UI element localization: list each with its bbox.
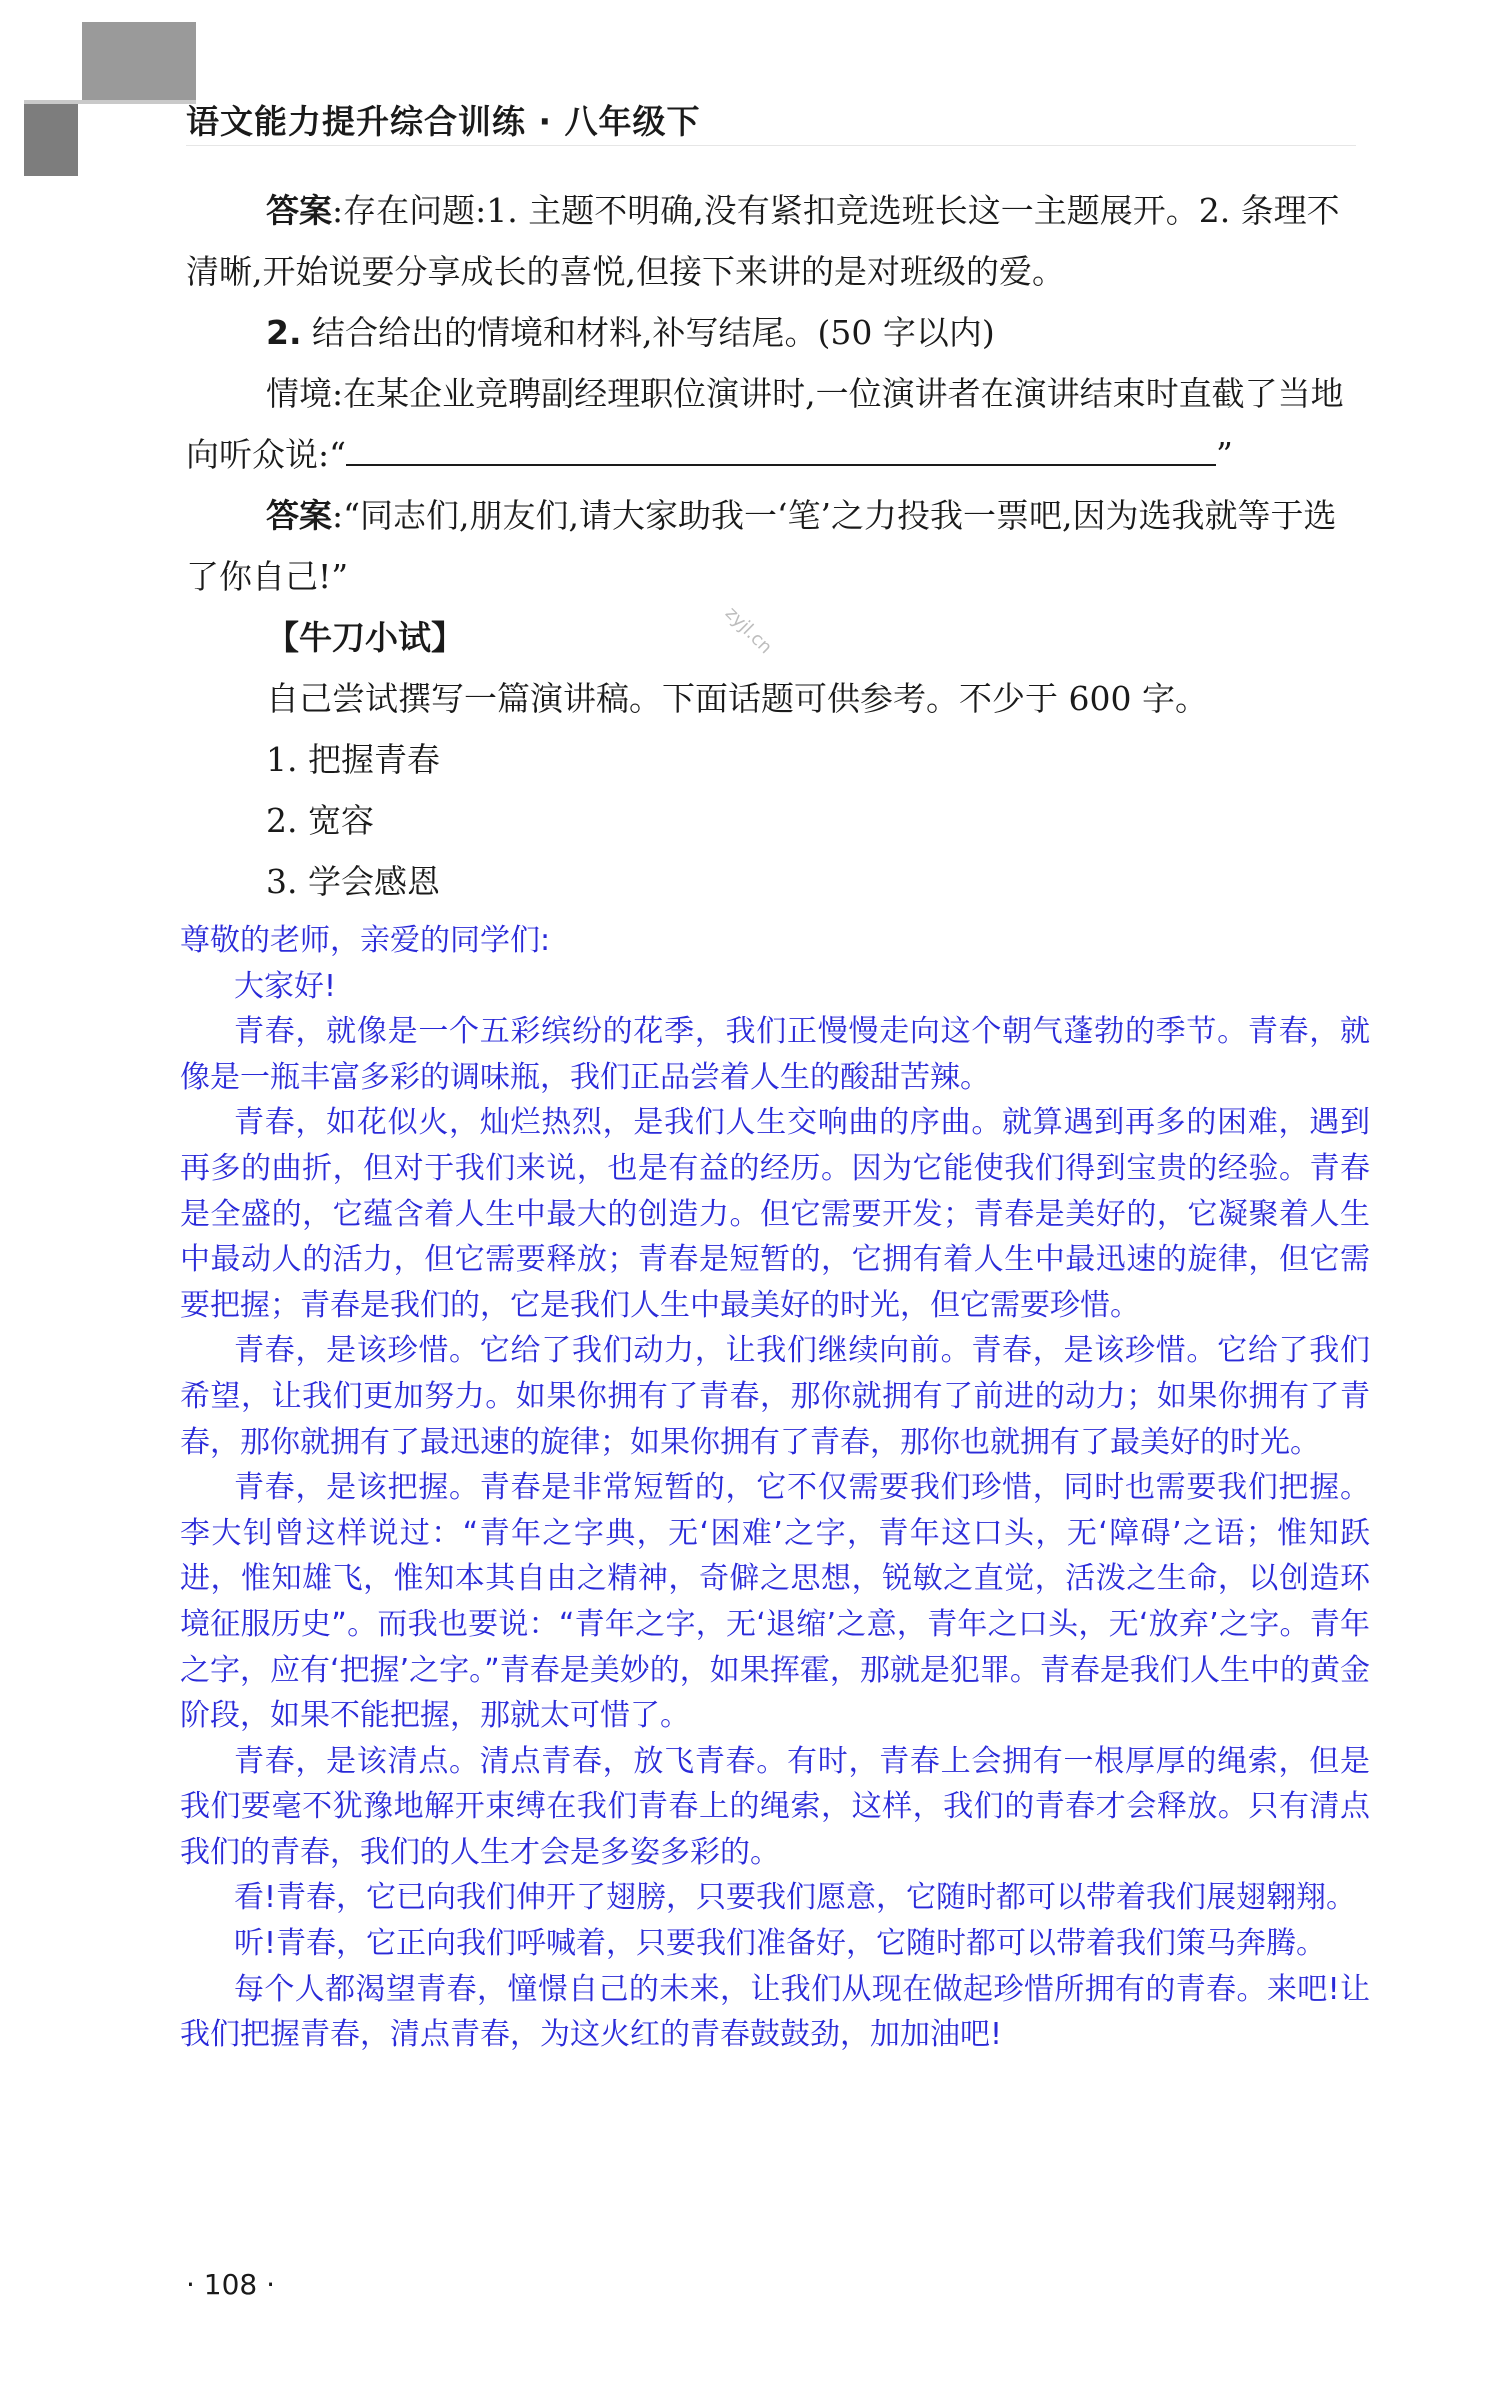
handwritten-answer-section <box>180 918 1370 2058</box>
question-2 <box>186 302 1366 363</box>
topic-item: 2. 宽容 <box>266 801 374 840</box>
watermark: zyjl.cn <box>720 602 777 659</box>
answer-label: 答案 <box>266 496 332 535</box>
answer-paragraph: 看!青春，它已向我们伸开了翅膀，只要我们愿意，它随时都可以带着我们展翅翱翔。 <box>234 1880 1357 1916</box>
page-number: · 108 · <box>186 2268 276 2301</box>
question-text: 结合给出的情境和材料,补写结尾。(50 字以内) <box>312 313 995 352</box>
salutation: 尊敬的老师，亲爱的同学们: <box>180 923 551 958</box>
answer-paragraph: 听!青春，它正向我们呼喊着，只要我们准备好，它随时都可以带着我们策马奔腾。 <box>234 1926 1327 1962</box>
answer-paragraph: 青春，就像是一个五彩缤纷的花季，我们正慢慢走向这个朝气蓬勃的季节。青春，就像是一瓶丰富多彩的调味瓶，我们正品尝着人生的酸甜苦辣。 <box>180 1014 1370 1095</box>
printed-exercise-section <box>186 180 1366 912</box>
corner-decoration-block <box>82 22 196 100</box>
header-divider <box>186 145 1356 146</box>
context-close-quote: ” <box>1216 435 1233 474</box>
fill-in-blank-line <box>346 436 1216 466</box>
answer-paragraph: 青春，是该清点。清点青春，放飞青春。有时，青春上会拥有一根厚厚的绳索，但是我们要毫不犹豫地解开束缚在我们青春上的绳索，这样，我们的青春才会释放。只有清点我们的青春，我们的人生才会是多姿多彩的。 <box>180 1743 1370 1870</box>
answer-1 <box>186 180 1366 302</box>
topic-item: 1. 把握青春 <box>266 740 440 779</box>
context-text: 情境:在某企业竞聘副经理职位演讲时,一位演讲者在演讲结束时直截了当地向听众说:“ <box>186 374 1344 474</box>
corner-decoration-block <box>24 100 78 176</box>
answer-paragraph: 青春，如花似火，灿烂热烈，是我们人生交响曲的序曲。就算遇到再多的困难，遇到再多的曲折，但对于我们来说，也是有益的经历。因为它能使我们得到宝贵的经验。青春是全盛的，它蕴含着人生中最大的创造力。但它需要开发；青春是美好的，它凝聚着人生中最动人的活力，但它需要释放；青春是短暂的，它拥有着人生中最迅速的旋律，但它需要把握；青春是我们的，它是我们人生中最美好的时光，但它需要珍惜。 <box>180 1105 1370 1323</box>
answer-2 <box>186 485 1366 607</box>
answer-paragraph: 大家好! <box>234 968 337 1004</box>
context-paragraph <box>186 363 1366 485</box>
page-header-title: 语文能力提升综合训练 · 八年级下 <box>186 102 701 141</box>
answer-paragraph: 青春，是该把握。青春是非常短暂的，它不仅需要我们珍惜，同时也需要我们把握。李大钊曾这样说过：“青年之字典，无‘困难’之字，青年这口头，无‘障碍’之语；惟知跃进，惟知雄飞，惟知本其自由之精神，奇僻之思想，锐敏之直觉，活泼之生命，以创造环境征服历史”。而我也要说：“青年之字，无‘退缩’之意，青年之口头，无‘放弃’之字。青年之字，应有‘把握’之字。”青春是美妙的，如果挥霍，那就是犯罪。青春是我们人生中的黄金阶段，如果不能把握，那就太可惜了。 <box>180 1470 1370 1734</box>
answer-paragraph: 青春，是该珍惜。它给了我们动力，让我们继续向前。青春，是该珍惜。它给了我们希望，让我们更加努力。如果你拥有了青春，那你就拥有了前进的动力；如果你拥有了青春，那你就拥有了最迅速的旋律；如果你拥有了青春，那你也就拥有了最美好的时光。 <box>180 1333 1370 1460</box>
section-heading: 【牛刀小试】 <box>266 618 464 657</box>
answer-text: :存在问题:1. 主题不明确,没有紧扣竞选班长这一主题展开。2. 条理不清晰,开始说要分享成长的喜悦,但接下来讲的是对班级的爱。 <box>186 191 1340 291</box>
answer-text: :“同志们,朋友们,请大家助我一‘笔’之力投我一票吧,因为选我就等于选了你自己!” <box>186 496 1337 596</box>
topic-item: 3. 学会感恩 <box>266 862 440 901</box>
task-instruction: 自己尝试撰写一篇演讲稿。下面话题可供参考。不少于 600 字。 <box>266 679 1208 718</box>
corner-decoration-block <box>24 100 196 104</box>
answer-label: 答案 <box>266 191 332 230</box>
answer-paragraph: 每个人都渴望青春，憧憬自己的未来，让我们从现在做起珍惜所拥有的青春。来吧!让我们把握青春，清点青春，为这火红的青春鼓鼓劲，加加油吧! <box>180 1971 1370 2053</box>
question-number: 2. <box>266 313 302 352</box>
